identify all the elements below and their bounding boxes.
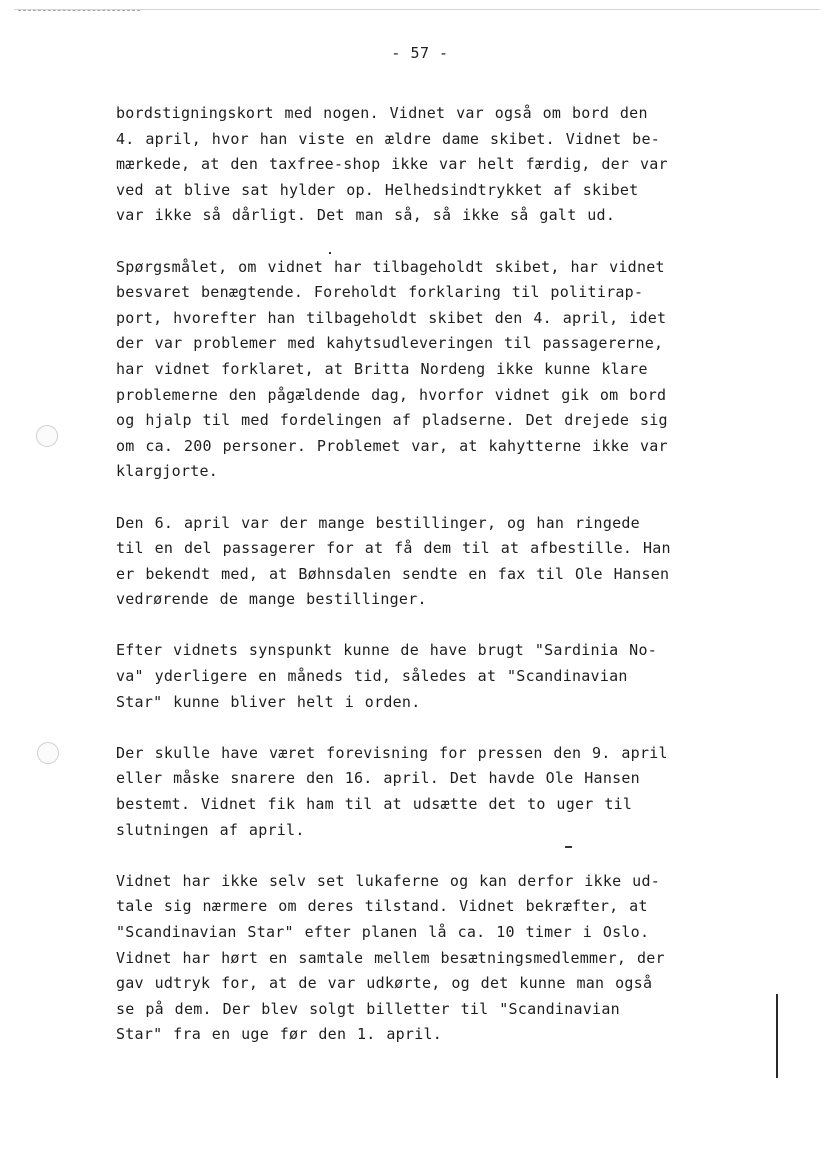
text-line: Vidnet har ikke selv set lukaferne og kan derfor ikke ud-	[116, 871, 661, 890]
text-line: "Scandinavian Star" efter planen lå ca. 10 timer i Oslo.	[116, 923, 650, 941]
text-line: om ca. 200 personer. Problemet var, at kahytterne ikke var	[116, 436, 668, 455]
page-number: - 57 -	[391, 44, 449, 62]
scan-speck	[329, 252, 331, 254]
scan-speck	[565, 846, 572, 848]
text-line: klargjorte.	[116, 462, 219, 481]
paragraph	[116, 255, 708, 485]
top-edge-mark	[18, 10, 140, 11]
text-line: er bekendt med, at Bøhnsdalen sendte en fax til Ole Hansen	[116, 564, 670, 583]
text-line: bordstigningskort med nogen. Vidnet var også om bord den	[116, 104, 648, 122]
text-line: har vidnet forklaret, at Britta Nordeng ikke kunne klare	[116, 359, 648, 378]
text-line: Vidnet har hørt en samtale mellem besætningsmedlemmer, der	[116, 948, 665, 967]
punch-hole	[37, 742, 59, 764]
text-line: tale sig nærmere om deres tilstand. Vidnet bekræfter, at	[116, 897, 648, 916]
text-line: til en del passagerer for at få dem til at afbestille. Han	[116, 539, 671, 558]
text-line: vedrørende de mange bestillinger.	[116, 590, 427, 609]
paragraph	[116, 101, 708, 229]
paragraph	[116, 741, 708, 843]
text-line: ved at blive sat hylder op. Helhedsindtrykket af skibet	[116, 180, 639, 199]
text-line: 4. april, hvor han viste en ældre dame skibet. Vidnet be-	[116, 129, 661, 148]
text-line: bestemt. Vidnet fik ham til at udsætte det to uger til	[116, 795, 633, 814]
text-line: besvaret benægtende. Foreholdt forklaring til politirap-	[116, 283, 644, 302]
margin-mark-line	[776, 994, 778, 1078]
text-line: der var problemer med kahytsudleveringen til passagererne,	[116, 334, 664, 353]
text-line: og hjalp til med fordelingen af pladserne. Det drejede sig	[116, 411, 668, 430]
text-line: mærkede, at den taxfree-shop ikke var helt færdig, der var	[116, 155, 668, 174]
punch-hole	[36, 425, 58, 447]
text-line: Der skulle have været forevisning for pressen den 9. april	[116, 743, 668, 762]
text-line: eller måske snarere den 16. april. Det havde Ole Hansen	[116, 769, 640, 788]
text-line: Star" fra en uge før den 1. april.	[116, 1025, 443, 1044]
text-line: Star" kunne bliver helt i orden.	[116, 692, 421, 711]
paragraph	[116, 638, 708, 715]
paragraph	[116, 869, 708, 1048]
text-line: gav udtryk for, at de var udkørte, og det kunne man også	[116, 974, 653, 993]
text-line: va" yderligere en måneds tid, således at "Scandinavian	[116, 667, 628, 686]
paragraph	[116, 511, 708, 613]
text-line: port, hvorefter han tilbageholdt skibet den 4. april, idet	[116, 308, 667, 327]
text-line: Spørgsmålet, om vidnet har tilbageholdt skibet, har vidnet	[116, 257, 665, 276]
document-body	[116, 101, 708, 1074]
text-line: se på dem. Der blev solgt billetter til "Scandinavian	[116, 999, 620, 1018]
text-line: slutningen af april.	[116, 820, 305, 839]
text-line: Den 6. april var der mange bestillinger, og han ringede	[116, 513, 640, 532]
text-line: Efter vidnets synspunkt kunne de have brugt "Sardinia No-	[116, 641, 658, 660]
text-line: var ikke så dårligt. Det man så, så ikke så galt ud.	[116, 206, 616, 225]
text-line: problemerne den pågældende dag, hvorfor vidnet gik om bord	[116, 385, 667, 404]
